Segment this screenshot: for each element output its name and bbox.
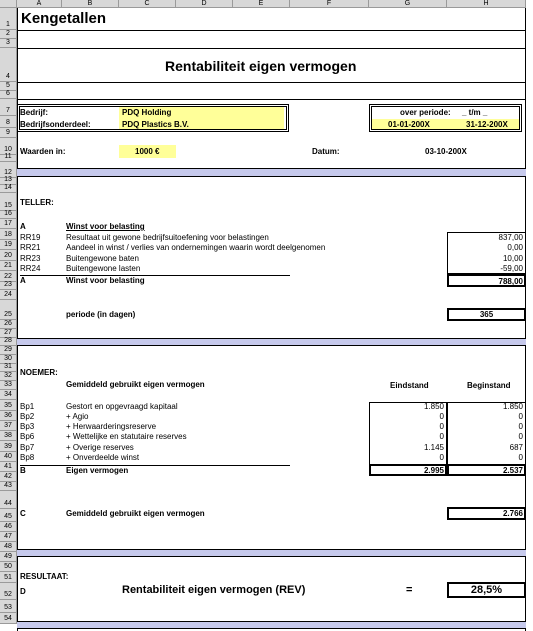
row-header[interactable] bbox=[0, 441, 17, 452]
row-header-label: 18 bbox=[4, 231, 12, 238]
row-header-label: 42 bbox=[4, 473, 12, 480]
row-header-label: 52 bbox=[4, 591, 12, 598]
noemer-row-label: + Onverdeelde winst bbox=[66, 453, 140, 462]
row-header[interactable] bbox=[0, 600, 17, 613]
teller-group-code: A bbox=[20, 222, 26, 231]
row-header[interactable] bbox=[0, 229, 17, 240]
noemer-row-begin[interactable]: 0 bbox=[518, 453, 523, 462]
teller-row-value[interactable]: -59,00 bbox=[500, 264, 523, 273]
periode-dagen-label: periode (in dagen) bbox=[66, 310, 136, 319]
sheet-left-border bbox=[17, 8, 18, 631]
row-header-label: 21 bbox=[4, 262, 12, 269]
row-header[interactable] bbox=[0, 282, 17, 290]
periode-separator: _ t/m _ bbox=[462, 108, 488, 117]
row-header[interactable] bbox=[0, 462, 17, 472]
column-header-d[interactable]: D bbox=[176, 0, 233, 8]
row-header-label: 23 bbox=[4, 281, 12, 288]
row-header[interactable] bbox=[0, 211, 17, 219]
noemer-row-code: Bp8 bbox=[20, 453, 35, 462]
column-header-b[interactable]: B bbox=[62, 0, 119, 8]
row-header[interactable] bbox=[0, 381, 17, 390]
row-header-label: 39 bbox=[4, 443, 12, 450]
teller-row-code: RR19 bbox=[20, 233, 41, 242]
noemer-group-title: Gemiddeld gebruikt eigen vermogen bbox=[66, 380, 205, 389]
sheet-title: Kengetallen bbox=[21, 10, 107, 27]
row-header[interactable] bbox=[0, 552, 17, 562]
row-header-label: 33 bbox=[4, 381, 12, 388]
row-header-label: 31 bbox=[4, 363, 12, 370]
noemer-section-label: NOEMER: bbox=[20, 368, 58, 377]
noemer-row-code: Bp3 bbox=[20, 422, 35, 431]
row-header[interactable] bbox=[0, 155, 17, 162]
teller-row-value[interactable]: 0,00 bbox=[507, 243, 523, 252]
row-header-label: 45 bbox=[4, 513, 12, 520]
noemer-row-eind[interactable]: 0 bbox=[439, 453, 444, 462]
begin-total-value[interactable]: 2.537 bbox=[502, 466, 523, 475]
row-header-label: 37 bbox=[4, 422, 12, 429]
periode-dagen-value[interactable]: 365 bbox=[479, 310, 494, 319]
noemer-total-code: B bbox=[20, 466, 26, 475]
row-header-label: 2 bbox=[6, 30, 10, 37]
row-header-label: 27 bbox=[4, 329, 12, 336]
row-header[interactable] bbox=[0, 91, 17, 99]
teller-total-code: A bbox=[20, 276, 26, 285]
section-band bbox=[17, 621, 526, 629]
row-header-label: 19 bbox=[4, 241, 12, 248]
teller-total-value[interactable]: 788,00 bbox=[498, 277, 523, 286]
row-header-label: 8 bbox=[6, 119, 10, 126]
row-header-label: 48 bbox=[4, 543, 12, 550]
teller-row-value[interactable]: 10,00 bbox=[502, 254, 523, 263]
row-header-label: 7 bbox=[6, 107, 10, 114]
row-header[interactable] bbox=[0, 48, 17, 82]
onderdeel-label: Bedrijfsonderdeel: bbox=[20, 120, 91, 129]
row-header[interactable] bbox=[0, 452, 17, 462]
noemer-row-eind[interactable]: 1.145 bbox=[423, 443, 444, 452]
row-header[interactable] bbox=[0, 250, 17, 261]
noemer-row-code: Bp1 bbox=[20, 402, 35, 411]
divider bbox=[17, 99, 526, 100]
column-header-e[interactable]: E bbox=[233, 0, 290, 8]
gem-label: Gemiddeld gebruikt eigen vermogen bbox=[66, 509, 205, 518]
teller-row-label: Resultaat uit gewone bedrijfsuitoefening voor belastingen bbox=[66, 233, 269, 242]
teller-row-code: RR23 bbox=[20, 254, 41, 263]
noemer-row-code: Bp6 bbox=[20, 432, 35, 441]
row-header-label: 10 bbox=[4, 146, 12, 153]
gem-value[interactable]: 2.766 bbox=[502, 509, 523, 518]
row-header-label: 5 bbox=[6, 82, 10, 89]
noemer-row-begin[interactable]: 1.850 bbox=[502, 402, 523, 411]
row-header[interactable] bbox=[0, 532, 17, 542]
bedrijf-label: Bedrijf: bbox=[20, 108, 48, 117]
teller-row-label: Buitengewone baten bbox=[66, 254, 139, 263]
row-header-label: 50 bbox=[4, 563, 12, 570]
row-header-label: 53 bbox=[4, 604, 12, 611]
resultaat-code: D bbox=[20, 587, 26, 596]
row-header-label: 51 bbox=[4, 574, 12, 581]
section-band bbox=[17, 168, 526, 177]
teller-total-label: Winst voor belasting bbox=[66, 276, 145, 285]
row-header[interactable] bbox=[0, 613, 17, 624]
column-header-f[interactable]: F bbox=[290, 0, 369, 8]
row-header[interactable] bbox=[0, 372, 17, 381]
column-header-h[interactable]: H bbox=[447, 0, 526, 8]
row-header-label: 25 bbox=[4, 311, 12, 318]
row-header[interactable] bbox=[0, 346, 17, 355]
teller-group-title: Winst voor belasting bbox=[66, 222, 145, 231]
row-header-label: 36 bbox=[4, 412, 12, 419]
row-header[interactable] bbox=[0, 509, 17, 522]
row-header[interactable] bbox=[0, 583, 17, 600]
row-header[interactable] bbox=[0, 482, 17, 491]
row-header-label: 22 bbox=[4, 273, 12, 280]
noemer-row-eind[interactable]: 0 bbox=[439, 412, 444, 421]
datum-label: Datum: bbox=[312, 147, 340, 156]
row-header[interactable] bbox=[0, 522, 17, 532]
rev-label: Rentabiliteit eigen vermogen (REV) bbox=[122, 584, 306, 596]
row-header[interactable] bbox=[0, 30, 17, 39]
row-header[interactable] bbox=[0, 99, 17, 116]
periode-label: over periode: bbox=[400, 108, 451, 117]
section-band bbox=[17, 338, 526, 346]
row-header[interactable] bbox=[0, 261, 17, 271]
row-header-label: 30 bbox=[4, 355, 12, 362]
noemer-total-label: Eigen vermogen bbox=[66, 466, 129, 475]
noemer-row-begin[interactable]: 687 bbox=[509, 443, 523, 452]
noemer-row-label: Gestort en opgevraagd kapitaal bbox=[66, 402, 178, 411]
noemer-row-label: + Herwaarderingsreserve bbox=[66, 422, 157, 431]
row-header[interactable] bbox=[0, 193, 17, 211]
row-header[interactable] bbox=[0, 431, 17, 441]
row-header[interactable] bbox=[0, 390, 17, 400]
report-heading: Rentabiliteit eigen vermogen bbox=[165, 58, 357, 74]
section-band bbox=[17, 549, 526, 557]
row-header-label: 32 bbox=[4, 372, 12, 379]
teller-row-label: Buitengewone lasten bbox=[66, 264, 141, 273]
noemer-row-label: + Agio bbox=[66, 412, 89, 421]
noemer-row-begin[interactable]: 0 bbox=[518, 412, 523, 421]
waarden-label: Waarden in: bbox=[20, 147, 66, 156]
row-header[interactable] bbox=[0, 364, 17, 372]
eind-total-value[interactable]: 2.995 bbox=[423, 466, 444, 475]
row-header[interactable] bbox=[0, 240, 17, 250]
teller-row-label: Aandeel in winst / verlies van ondernemingen waarin wordt deelgenomen bbox=[66, 243, 326, 252]
divider bbox=[17, 48, 526, 49]
row-header[interactable] bbox=[0, 185, 17, 193]
row-header[interactable] bbox=[0, 542, 17, 552]
noemer-row-begin[interactable]: 0 bbox=[518, 422, 523, 431]
teller-row-code: RR24 bbox=[20, 264, 41, 273]
row-header-label: 20 bbox=[4, 252, 12, 259]
row-header-label: 44 bbox=[4, 500, 12, 507]
row-header-label: 28 bbox=[4, 337, 12, 344]
resultaat-section-label: RESULTAAT: bbox=[20, 572, 69, 581]
noemer-row-label: + Wettelijke en statutaire reserves bbox=[66, 432, 187, 441]
periode-van-input[interactable]: 01-01-200X bbox=[388, 120, 430, 129]
row-header[interactable] bbox=[0, 411, 17, 421]
noemer-row-eind[interactable]: 0 bbox=[439, 432, 444, 441]
total-rule bbox=[20, 465, 290, 466]
teller-row-code: RR21 bbox=[20, 243, 41, 252]
row-header-label: 1 bbox=[6, 21, 10, 28]
row-header-label: 49 bbox=[4, 553, 12, 560]
row-header[interactable] bbox=[0, 39, 17, 48]
row-header[interactable] bbox=[0, 116, 17, 128]
rev-value[interactable]: 28,5% bbox=[470, 584, 503, 596]
row-header-label: 15 bbox=[4, 202, 12, 209]
row-header-label: 4 bbox=[6, 73, 10, 80]
row-header[interactable] bbox=[0, 338, 17, 346]
row-header-label: 12 bbox=[4, 169, 12, 176]
row-header-label: 6 bbox=[6, 90, 10, 97]
waarden-input[interactable]: 1000 € bbox=[135, 147, 160, 156]
bedrijf-input[interactable]: PDQ Holding bbox=[122, 108, 172, 117]
datum-value[interactable]: 03-10-200X bbox=[425, 147, 467, 156]
row-header-label: 35 bbox=[4, 402, 12, 409]
total-rule bbox=[20, 275, 290, 276]
noemer-row-label: + Overige reserves bbox=[66, 443, 134, 452]
teller-section-label: TELLER: bbox=[20, 198, 54, 207]
row-header[interactable] bbox=[0, 8, 17, 30]
row-header-label: 38 bbox=[4, 432, 12, 439]
row-header-label: 34 bbox=[4, 391, 12, 398]
row-header[interactable] bbox=[0, 572, 17, 583]
noemer-row-eind[interactable]: 0 bbox=[439, 422, 444, 431]
select-all-corner[interactable] bbox=[0, 0, 17, 8]
row-header-label: 3 bbox=[6, 39, 10, 46]
row-header[interactable] bbox=[0, 562, 17, 572]
row-header-label: 14 bbox=[4, 184, 12, 191]
row-header-label: 29 bbox=[4, 346, 12, 353]
row-header-label: 41 bbox=[4, 463, 12, 470]
row-header-label: 9 bbox=[6, 129, 10, 136]
row-header[interactable] bbox=[0, 472, 17, 482]
onderdeel-input[interactable]: PDQ Plastics B.V. bbox=[122, 120, 189, 129]
column-header-c[interactable]: C bbox=[119, 0, 176, 8]
row-header[interactable] bbox=[0, 320, 17, 329]
gem-code: C bbox=[20, 509, 26, 518]
noemer-row-eind[interactable]: 1.850 bbox=[423, 402, 444, 411]
row-header-label: 26 bbox=[4, 320, 12, 327]
row-header-label: 47 bbox=[4, 533, 12, 540]
row-header[interactable] bbox=[0, 128, 17, 138]
equals-sign: = bbox=[406, 584, 413, 596]
row-header[interactable] bbox=[0, 290, 17, 300]
teller-row-value[interactable]: 837,00 bbox=[498, 233, 523, 242]
column-header-g[interactable]: G bbox=[369, 0, 447, 8]
divider bbox=[17, 30, 526, 31]
row-header-label: 17 bbox=[4, 220, 12, 227]
row-header-label: 24 bbox=[4, 291, 12, 298]
periode-tm-input[interactable]: 31-12-200X bbox=[466, 120, 508, 129]
row-header-label: 13 bbox=[4, 176, 12, 183]
divider bbox=[17, 82, 526, 83]
noemer-row-code: Bp7 bbox=[20, 443, 35, 452]
row-header[interactable] bbox=[0, 400, 17, 411]
noemer-row-code: Bp2 bbox=[20, 412, 35, 421]
row-header-label: 54 bbox=[4, 615, 12, 622]
row-header[interactable] bbox=[0, 219, 17, 229]
row-header-label: 16 bbox=[4, 210, 12, 217]
row-header[interactable] bbox=[0, 421, 17, 431]
row-header-label: 40 bbox=[4, 453, 12, 460]
noemer-row-begin[interactable]: 0 bbox=[518, 432, 523, 441]
row-header-label: 43 bbox=[4, 482, 12, 489]
row-header-label: 11 bbox=[4, 153, 12, 160]
row-header-label: 46 bbox=[4, 523, 12, 530]
eindstand-header: Eindstand bbox=[390, 381, 429, 390]
row-header[interactable] bbox=[0, 491, 17, 509]
column-header-a[interactable]: A bbox=[17, 0, 62, 8]
row-header[interactable] bbox=[0, 300, 17, 320]
beginstand-header: Beginstand bbox=[467, 381, 511, 390]
